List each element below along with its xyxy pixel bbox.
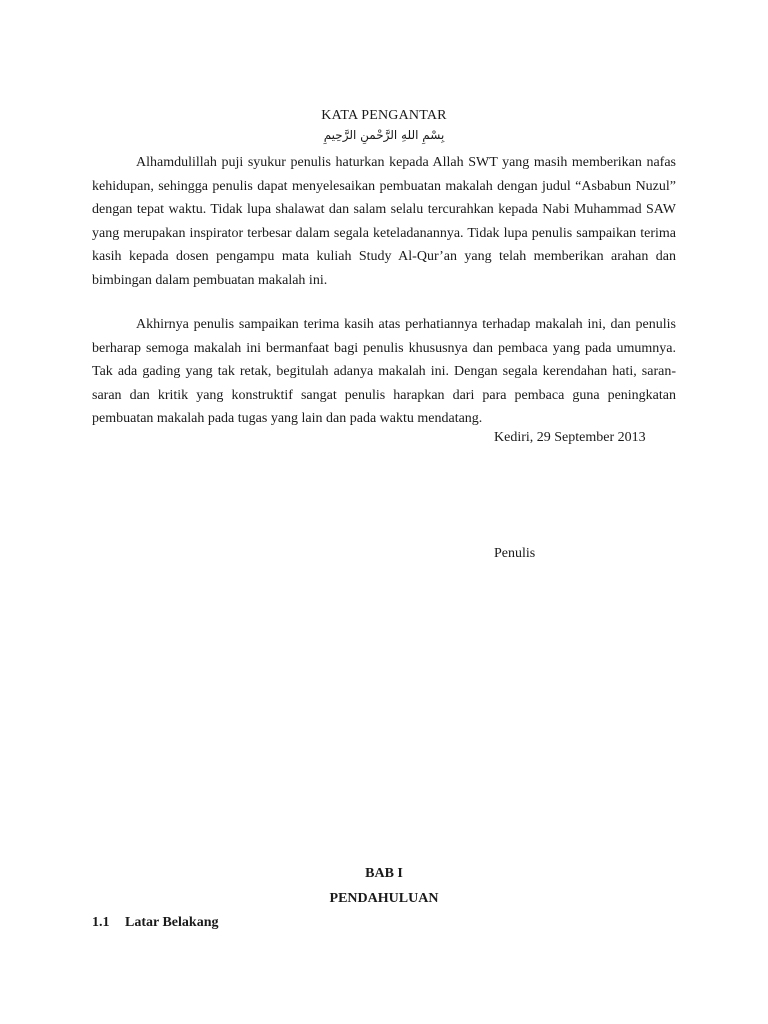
date-place: Kediri, 29 September 2013 — [494, 430, 646, 445]
paragraph-closing: Akhirnya penulis sampaikan terima kasih atas perhatiannya terhadap makalah ini, dan penulis berharap semoga makalah ini bermanfaat bagi penulis khususnya dan pembaca yang pada umumnya. Tak ada gading yang tak retak, begitulah adanya makalah ini. Dengan segala kerendahan hati, saran-saran dan kritik yang konstruktif sangat penulis harapkan dari para pembaca guna peningkatan pembuatan makalah pada tugas yang lain dan pada waktu mendatang. — [92, 317, 676, 426]
basmalah-text: بِسْمِ اللهِ الرَّحْمنِ الرَّحِيمِ — [323, 128, 445, 142]
section-number: 1.1 — [92, 915, 110, 930]
chapter-title: PENDAHULUAN — [329, 891, 439, 906]
chapter-heading: BAB I — [365, 866, 403, 881]
section-title: Latar Belakang — [125, 915, 219, 930]
paragraph-opening: Alhamdulillah puji syukur penulis haturkan kepada Allah SWT yang masih memberikan nafas kehidupan, sehingga penulis dapat menyelesaikan pembuatan makalah dengan judul “Asbabun Nuzul” dengan tepat waktu. Tidak lupa shalawat dan salam selalu tercurahkan kepada Nabi Muhammad SAW yang merupakan inspirator terbesar dalam segala keteladanannya. Tidak lupa penulis sampaikan terima kasih kepada dosen pengampu mata kuliah Study Al-Qur’an yang telah memberikan arahan dan bimbingan dalam pembuatan makalah ini. — [92, 155, 676, 288]
section-heading — [92, 915, 218, 931]
author-signature: Penulis — [494, 546, 536, 561]
page-title: KATA PENGANTAR — [321, 108, 447, 123]
